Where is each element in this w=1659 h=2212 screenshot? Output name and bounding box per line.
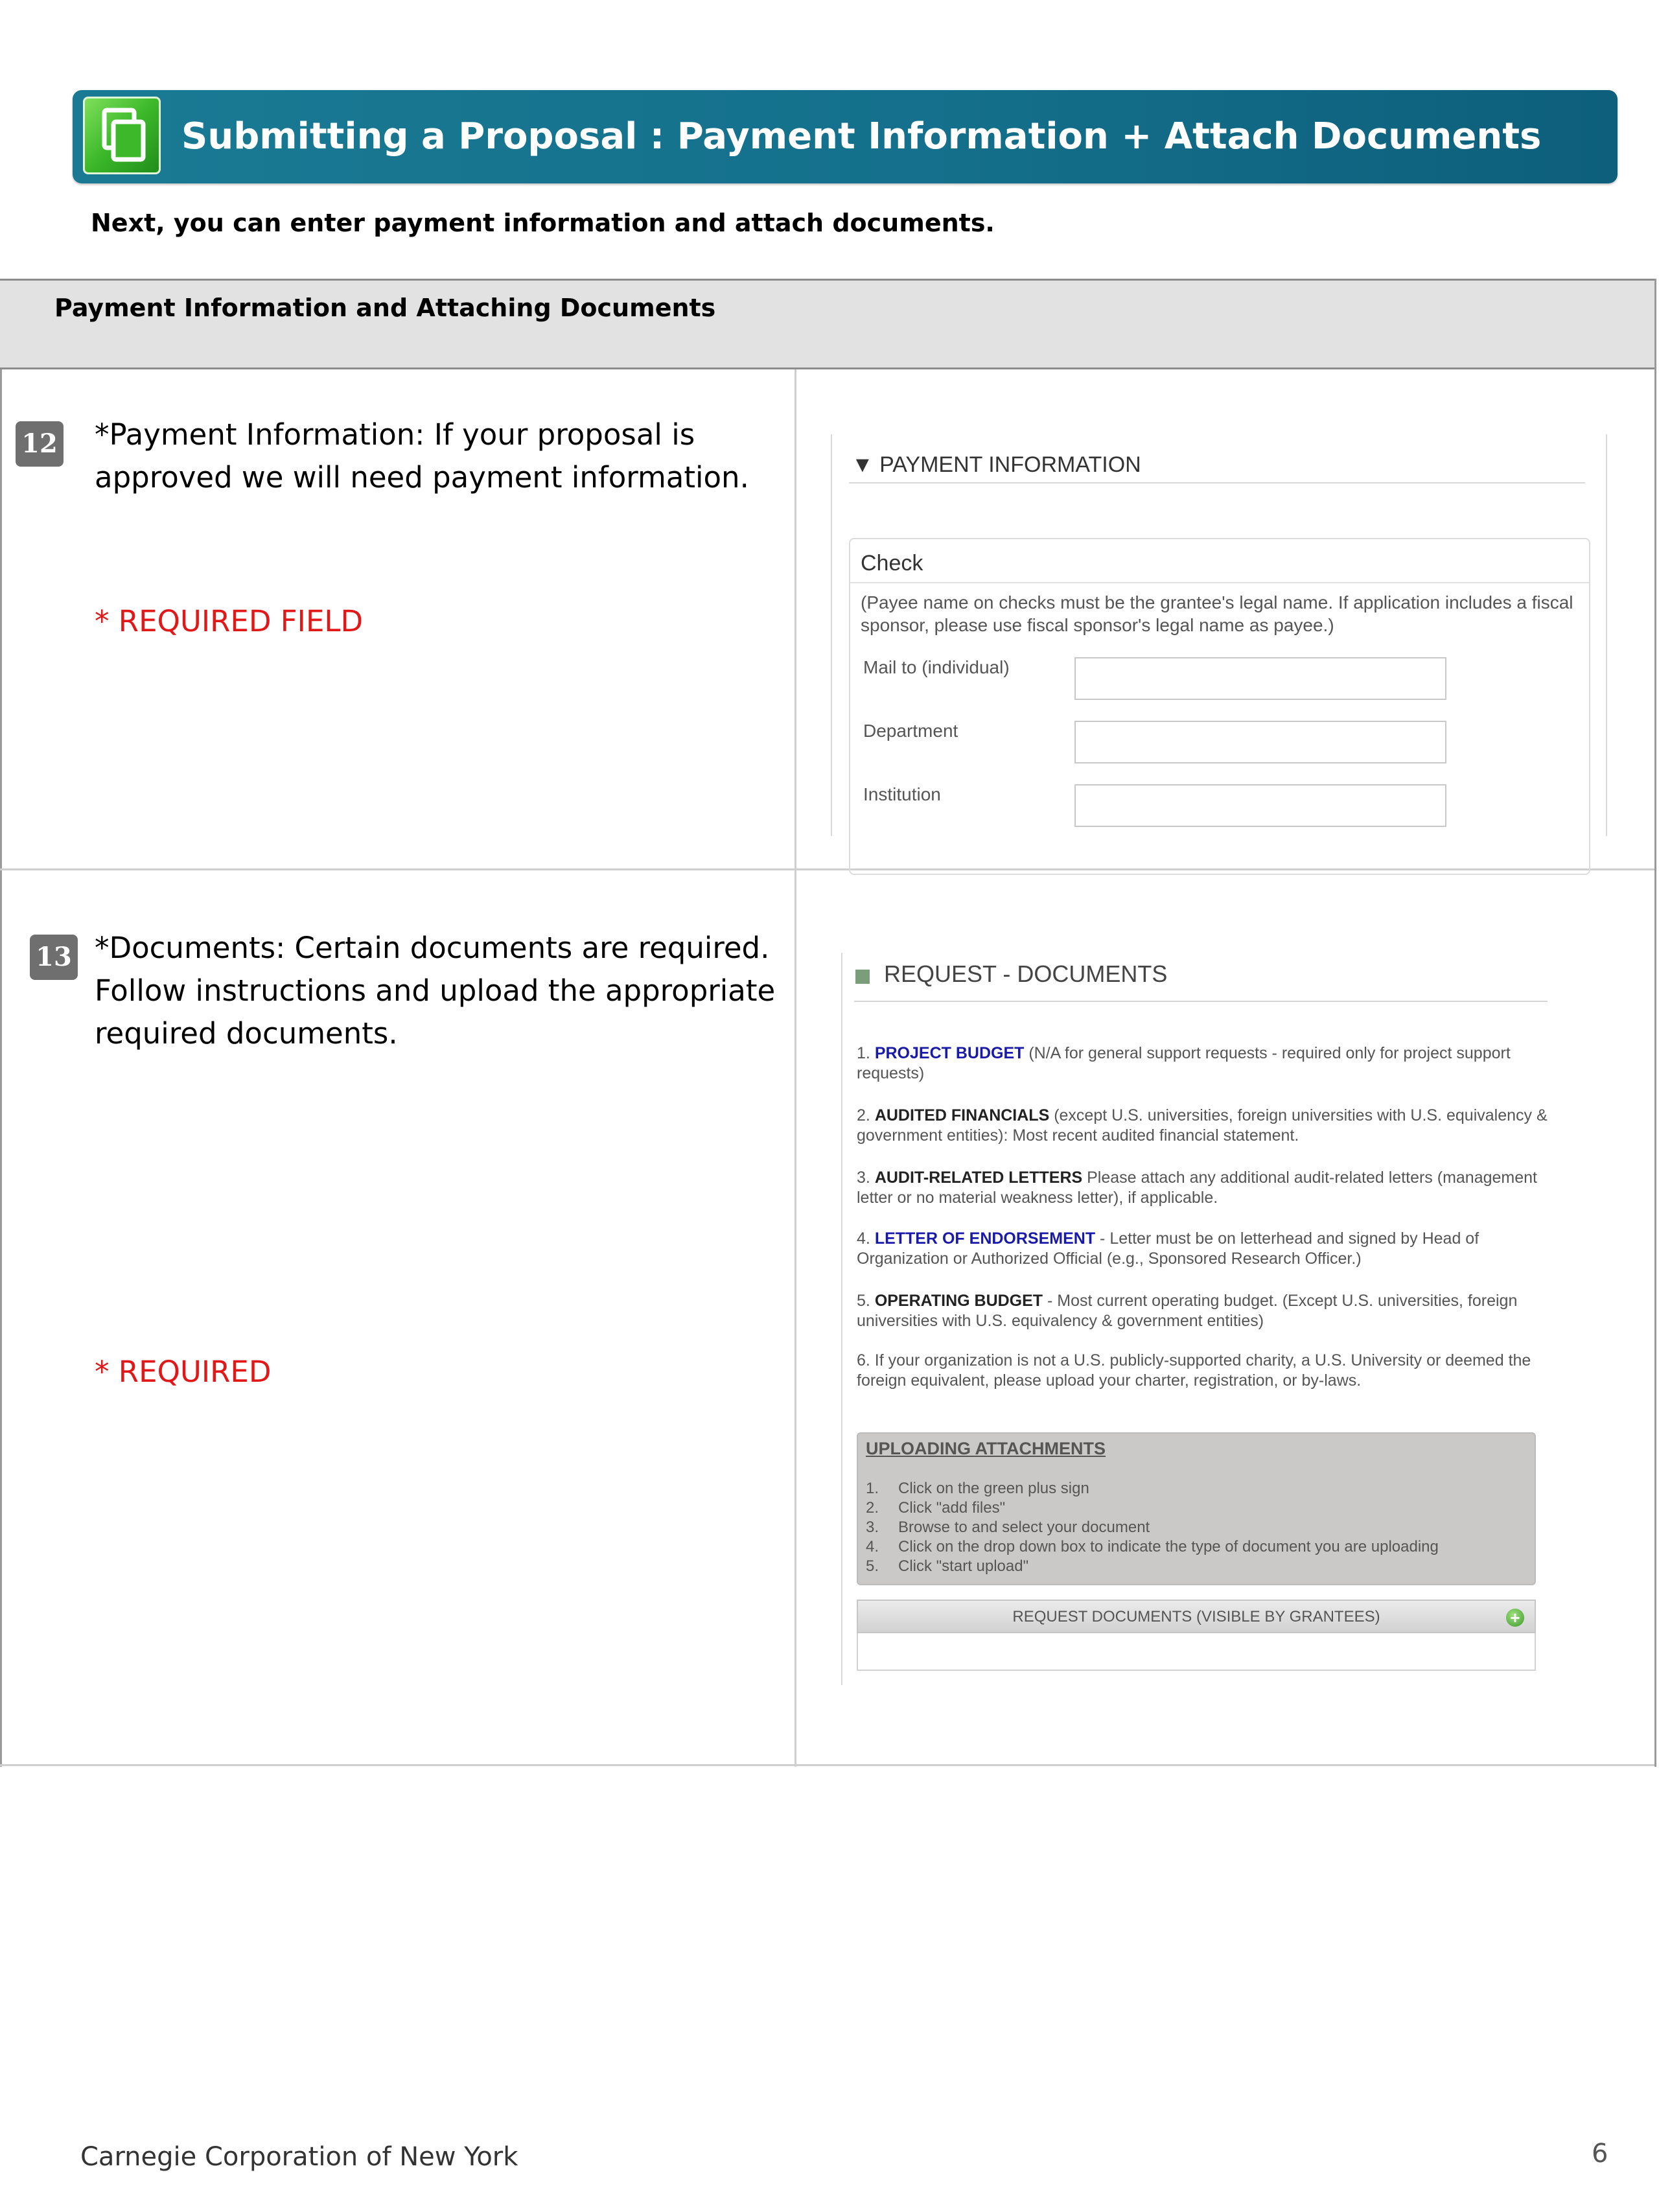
step-num: 1. <box>866 1480 879 1497</box>
item-name: AUDIT-RELATED LETTERS <box>874 1169 1083 1187</box>
step-num: 2. <box>866 1499 879 1517</box>
item-name-link[interactable]: PROJECT BUDGET <box>874 1044 1025 1062</box>
mail-to-label: Mail to (individual) <box>863 657 1010 677</box>
item-description: (except U.S. universities, foreign universities with U.S. equivalency & government entities): Most recent audited financial statement. <box>857 1106 1548 1145</box>
item-name: OPERATING BUDGET <box>874 1292 1043 1310</box>
divider <box>850 582 1589 583</box>
document-requirement <box>857 1229 1550 1269</box>
step-number-badge: 13 <box>30 935 78 980</box>
request-documents-list <box>857 1633 1536 1671</box>
green-plus-icon[interactable]: + <box>1506 1609 1524 1627</box>
table-header-text: Payment Information and Attaching Documents <box>54 294 716 322</box>
step-text: Browse to and select your document <box>898 1519 1150 1536</box>
divider <box>849 482 1585 483</box>
step-text: Click "add files" <box>898 1499 1006 1517</box>
item-description: (N/A for general support requests - required only for project support requests) <box>857 1044 1511 1082</box>
payment-information-form <box>831 441 1607 843</box>
document-requirement <box>857 1351 1550 1391</box>
step-12-description: *Payment Information: If your proposal is approved we will need payment information. <box>95 417 749 495</box>
documents-section-title: REQUEST - DOCUMENTS <box>884 960 1168 987</box>
required-field-note: * REQUIRED FIELD <box>95 604 364 638</box>
upload-step <box>866 1498 1005 1518</box>
request-documents-label: REQUEST DOCUMENTS (VISIBLE BY GRANTEES) <box>1012 1608 1380 1625</box>
step-number-badge: 12 <box>16 421 64 467</box>
footer-organization: Carnegie Corporation of New York <box>80 2142 518 2172</box>
document-requirement <box>857 1043 1550 1084</box>
item-description: If your organization is not a U.S. publicly-supported charity, a U.S. University or deemed the foreign equivalent, please upload your charter, registration, or by-laws. <box>857 1351 1531 1390</box>
upload-step <box>866 1537 1439 1557</box>
item-number: 4. <box>857 1229 870 1248</box>
step-text: Click on the green plus sign <box>898 1480 1089 1497</box>
step-num: 5. <box>866 1557 879 1575</box>
payment-section-toggle[interactable]: ▼ PAYMENT INFORMATION <box>852 452 1141 477</box>
step-13-description: *Documents: Certain documents are required. Follow instructions and upload the appropriate required documents. <box>95 931 776 1051</box>
upload-step <box>866 1518 1150 1537</box>
payee-note: (Payee name on checks must be the grantee's legal name. If application includes a fiscal sponsor, please use fiscal sponsor's legal name as payee.) <box>861 592 1573 635</box>
upload-step <box>866 1479 1089 1498</box>
item-name-link[interactable]: LETTER OF ENDORSEMENT <box>874 1229 1096 1248</box>
request-documents-bar <box>857 1600 1536 1633</box>
table-bottom-border <box>0 1764 1654 1766</box>
document-requirement <box>857 1291 1550 1331</box>
document-requirement <box>857 1106 1550 1146</box>
uploading-instructions-box <box>857 1432 1536 1585</box>
step-num: 3. <box>866 1519 879 1536</box>
form-left-border <box>831 434 832 836</box>
item-description: - Letter must be on letterhead and signed by Head of Organization or Authorized Official (e.g., Sponsored Research Officer.) <box>857 1229 1479 1268</box>
item-description: - Most current operating budget. (Except U.S. universities, foreign universities with U.S. equivalency & government entities) <box>857 1292 1518 1330</box>
panel-left-border <box>841 953 842 1685</box>
mail-to-field[interactable] <box>1074 657 1446 700</box>
item-number: 1. <box>857 1044 870 1062</box>
item-number: 5. <box>857 1292 870 1310</box>
title-banner <box>73 90 1618 183</box>
divider <box>854 1001 1548 1002</box>
page-number: 6 <box>1592 2139 1608 2169</box>
item-number: 3. <box>857 1169 870 1187</box>
uploading-title: UPLOADING ATTACHMENTS <box>866 1439 1106 1458</box>
form-right-border <box>1606 434 1607 836</box>
institution-field[interactable] <box>1074 784 1446 827</box>
item-name: AUDITED FINANCIALS <box>874 1106 1050 1124</box>
required-note: * REQUIRED <box>95 1355 272 1389</box>
institution-label: Institution <box>863 784 941 804</box>
table-header <box>0 279 1654 369</box>
copy-documents-icon <box>83 97 161 174</box>
step-text: Click on the drop down box to indicate the type of document you are uploading <box>898 1538 1439 1555</box>
intro-text: Next, you can enter payment information and attach documents. <box>91 209 995 237</box>
item-description: Please attach any additional audit-related letters (management letter or no material weakness letter), if applicable. <box>857 1169 1537 1207</box>
request-documents-panel <box>840 946 1566 1685</box>
column-divider <box>795 369 796 1767</box>
table-left-border <box>0 369 2 1767</box>
step-text: Click "start upload" <box>898 1557 1029 1575</box>
item-number: 2. <box>857 1106 870 1124</box>
section-square-icon <box>855 970 870 984</box>
step-num: 4. <box>866 1538 879 1555</box>
item-number: 6. <box>857 1351 870 1369</box>
document-requirement <box>857 1168 1550 1208</box>
page-title: Submitting a Proposal : Payment Information + Attach Documents <box>181 115 1542 157</box>
check-panel-title: Check <box>861 551 923 576</box>
department-field[interactable] <box>1074 721 1446 763</box>
department-label: Department <box>863 721 958 741</box>
upload-step <box>866 1557 1028 1576</box>
